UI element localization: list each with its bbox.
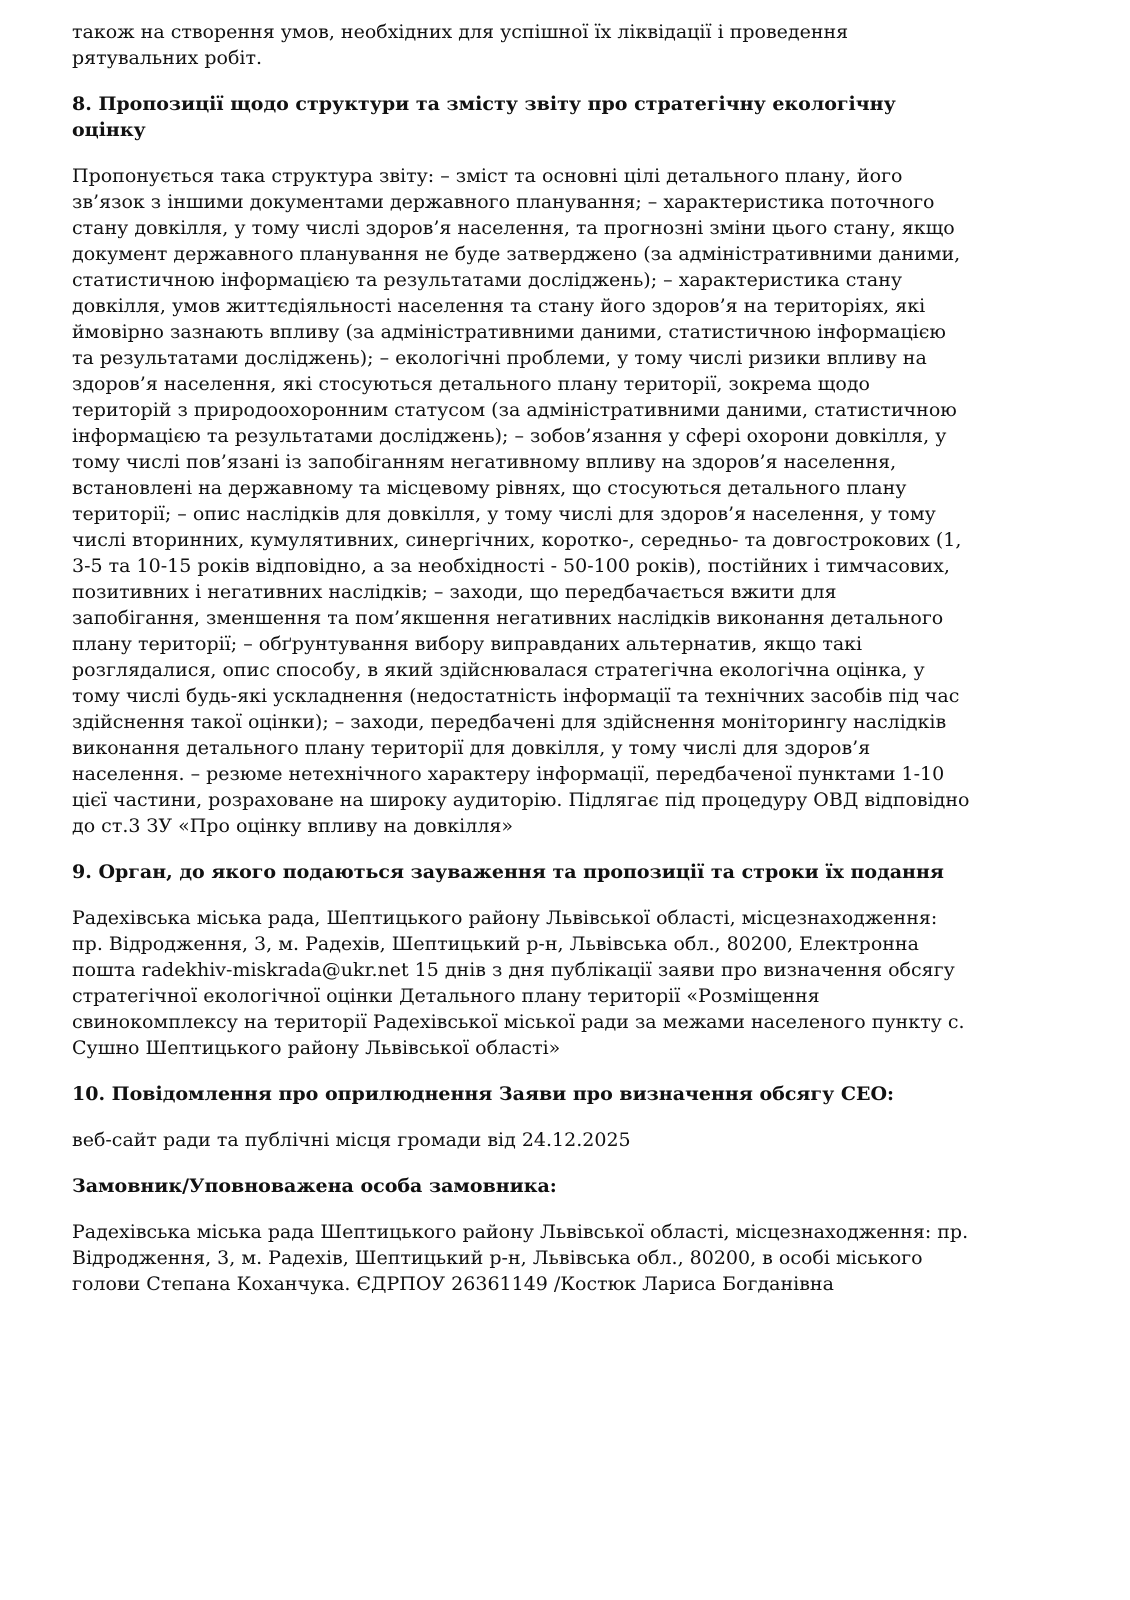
text-line: до ст.3 ЗУ «Про оцінку впливу на довкілля» bbox=[72, 815, 514, 837]
text-line: рятувальних робіт. bbox=[72, 47, 263, 69]
text-line: довкілля, умов життєдіяльності населення та стану його здоров’я на територіях, які bbox=[72, 295, 926, 317]
text-line: також на створення умов, необхідних для успішної їх ліквідації і проведення bbox=[72, 21, 849, 43]
text-line: 3-5 та 10-15 років відповідно, а за необхідності - 50-100 років), постійних і тимчасових, bbox=[72, 555, 950, 577]
text-line: стану довкілля, у тому числі здоров’я населення, та прогнозні зміни цього стану, якщо bbox=[72, 217, 955, 239]
text-line: запобігання, зменшення та пом’якшення негативних наслідків виконання детального bbox=[72, 607, 944, 629]
text-line: тому числі пов’язані із запобіганням негативному впливу на здоров’я населення, bbox=[72, 451, 897, 473]
section-9-body bbox=[72, 905, 1090, 1061]
text-line: Відродження, 3, м. Радехів, Шептицький р-н, Львівська обл., 80200, в особі міського bbox=[72, 1247, 923, 1269]
text-line: документ державного планування не буде затверджено (за адміністративними даними, bbox=[72, 243, 961, 265]
text-line: Радехівська міська рада, Шептицького району Львівської області, місцезнаходження: bbox=[72, 907, 938, 929]
text-line: числі вторинних, кумулятивних, синергічних, коротко-, середньо- та довгострокових (1, bbox=[72, 529, 962, 551]
text-line: цієї частини, розраховане на широку аудиторію. Підлягає під процедуру ОВД відповідно bbox=[72, 789, 970, 811]
text-line: 8. Пропозиції щодо структури та змісту звіту про стратегічну екологічну bbox=[72, 93, 896, 115]
section-10-heading bbox=[72, 1081, 1090, 1107]
text-line: розглядалися, опис способу, в який здійснювалася стратегічна екологічна оцінка, у bbox=[72, 659, 925, 681]
text-line: Замовник/Уповноважена особа замовника: bbox=[72, 1175, 557, 1197]
text-line: Сушно Шептицького району Львівської області» bbox=[72, 1037, 561, 1059]
text-line: веб-сайт ради та публічні місця громади від 24.12.2025 bbox=[72, 1129, 631, 1151]
text-line: населення. – резюме нетехнічного характеру інформації, передбаченої пунктами 1-10 bbox=[72, 763, 945, 785]
text-line: здоров’я населення, які стосуються детального плану території, зокрема щодо bbox=[72, 373, 870, 395]
text-line: плану території; – обґрунтування вибору виправданих альтернатив, якщо такі bbox=[72, 633, 863, 655]
section-8-body bbox=[72, 163, 1090, 839]
text-line: оцінку bbox=[72, 119, 146, 141]
text-line: свинокомплексу на території Радехівської міської ради за межами населеного пункту с. bbox=[72, 1011, 965, 1033]
text-line: 10. Повідомлення про оприлюднення Заяви про визначення обсягу СЕО: bbox=[72, 1083, 895, 1105]
section-10-body bbox=[72, 1127, 1090, 1153]
customer-body bbox=[72, 1219, 1090, 1297]
text-line: території; – опис наслідків для довкілля, у тому числі для здоров’я населення, у тому bbox=[72, 503, 936, 525]
intro-paragraph bbox=[72, 19, 1090, 71]
text-line: інформацією та результатами досліджень); – зобов’язання у сфері охорони довкілля, у bbox=[72, 425, 947, 447]
text-line: здійснення такої оцінки); – заходи, передбачені для здійснення моніторингу наслідків bbox=[72, 711, 947, 733]
section-9-heading bbox=[72, 859, 1090, 885]
text-line: виконання детального плану території для довкілля, у тому числі для здоров’я bbox=[72, 737, 871, 759]
section-8-heading bbox=[72, 91, 1090, 143]
text-line: стратегічної екологічної оцінки Детального плану території «Розміщення bbox=[72, 985, 820, 1007]
text-line: пошта radekhiv-miskrada@ukr.net 15 днів з дня публікації заяви про визначення обсягу bbox=[72, 959, 955, 981]
text-line: позитивних і негативних наслідків; – заходи, що передбачається вжити для bbox=[72, 581, 837, 603]
text-line: зв’язок з іншими документами державного планування; – характеристика поточного bbox=[72, 191, 935, 213]
text-line: територій з природоохоронним статусом (за адміністративними даними, статистичною bbox=[72, 399, 957, 421]
text-line: 9. Орган, до якого подаються зауваження та пропозиції та строки їх подання bbox=[72, 861, 944, 883]
customer-heading bbox=[72, 1173, 1090, 1199]
text-line: статистичною інформацією та результатами досліджень); – характеристика стану bbox=[72, 269, 903, 291]
text-line: Пропонується така структура звіту: – зміст та основні цілі детального плану, його bbox=[72, 165, 903, 187]
text-line: та результатами досліджень); – екологічні проблеми, у тому числі ризики впливу на bbox=[72, 347, 927, 369]
text-line: ймовірно зазнають впливу (за адміністративними даними, статистичною інформацією bbox=[72, 321, 946, 343]
text-line: Радехівська міська рада Шептицького району Львівської області, місцезнаходження: пр. bbox=[72, 1221, 969, 1243]
document-page bbox=[72, 19, 1090, 1297]
text-line: встановлені на державному та місцевому рівнях, що стосуються детального плану bbox=[72, 477, 907, 499]
text-line: тому числі будь-які ускладнення (недостатність інформації та технічних засобів під час bbox=[72, 685, 960, 707]
text-line: пр. Відродження, 3, м. Радехів, Шептицький р-н, Львівська обл., 80200, Електронна bbox=[72, 933, 919, 955]
text-line: голови Степана Коханчука. ЄДРПОУ 26361149 /Костюк Лариса Богданівна bbox=[72, 1273, 834, 1295]
